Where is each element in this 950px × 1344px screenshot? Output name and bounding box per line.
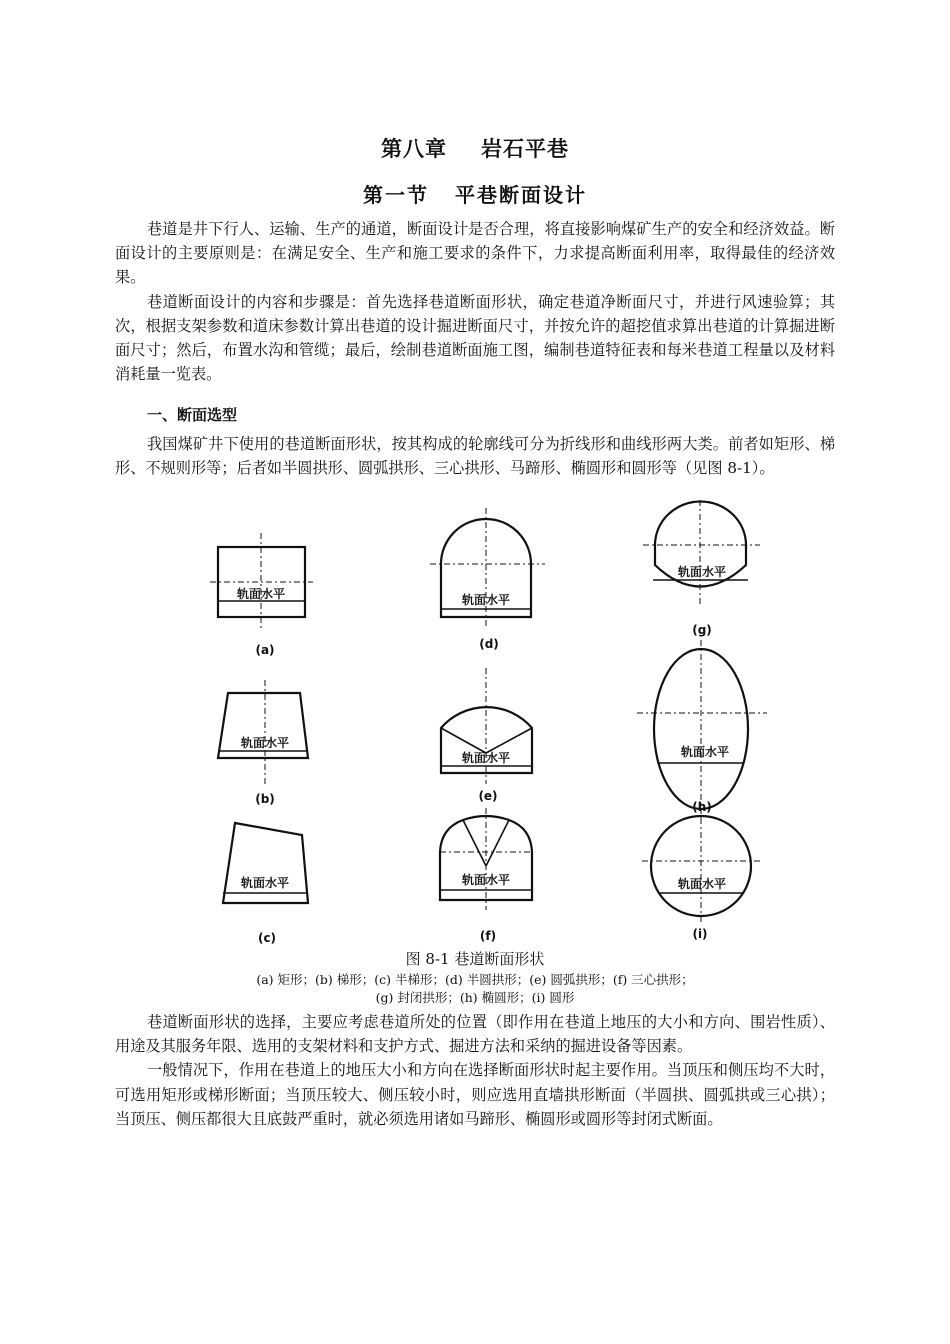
rail-level-label: 轨面水平 [240, 876, 290, 890]
cross-section-diagrams [205, 500, 795, 950]
shape-rectangle [210, 533, 313, 657]
section-title: 平巷断面设计 [455, 183, 587, 207]
rail-level-label: 轨面水平 [236, 587, 286, 601]
panel-label-f: (f) [479, 929, 497, 943]
paragraph: 我国煤矿井下使用的巷道断面形状，按其构成的轮廓线可分为折线形和曲线形两大类。前者如矩形、梯形、不规则形等；后者如半圆拱形、圆弧拱形、三心拱形、马蹄形、椭圆形和圆形等（见图 8-1）。 [115, 435, 835, 478]
rail-level-label: 轨面水平 [461, 751, 511, 765]
subheading: 一、断面选型 [147, 406, 238, 424]
chapter-number: 第八章 [381, 137, 447, 161]
paragraph: 巷道断面形状的选择，主要应考虑巷道所处的位置（即作用在巷道上地压的大小和方向、围岩性质）、用途及其服务年限、选用的支架材料和支护方式、掘进方法和采纳的掘进设备等因素。 [115, 1013, 835, 1056]
intro-text [115, 217, 835, 386]
paragraph: 巷道是井下行人、运输、生产的通道，断面设计是否合理，将直接影响煤矿生产的安全和经济效益。断面设计的主要原则是：在满足安全、生产和施工要求的条件下，力求提高断面利用率，取得最佳的经济效果。 [115, 220, 835, 287]
chapter-heading [0, 133, 950, 163]
figure-caption-line2: (g) 封闭拱形；(h) 椭圆形；(i) 圆形 [375, 990, 575, 1005]
figure-8-1 [205, 500, 795, 950]
paragraph: 巷道断面设计的内容和步骤是：首先选择巷道断面形状，确定巷道净断面尺寸，并进行风速验算；其次，根据支架参数和道床参数计算出巷道的设计掘进断面尺寸，并按允许的超挖值求算出巷道的计算掘进断面尺寸；然后，布置水沟和管缆；最后，绘制巷道断面施工图，编制巷道特征表和每米巷道工程量以及材料消耗量一览表。 [115, 292, 835, 384]
shape-circle [642, 816, 763, 941]
section-number: 第一节 [363, 183, 429, 207]
shape-trapezoid [218, 680, 308, 806]
rail-level-label: 轨面水平 [461, 873, 511, 887]
rail-level-label: 轨面水平 [240, 736, 290, 750]
section-heading [0, 179, 950, 208]
panel-label-c: (c) [257, 931, 277, 945]
shape-segmental-arch [441, 668, 532, 803]
panel-label-e: (e) [478, 789, 498, 803]
shape-half-trapezoid [223, 823, 308, 945]
paragraph: 一般情况下，作用在巷道上的地压大小和方向在选择断面形状时起主要作用。当顶压和侧压均不大时，可选用矩形或梯形断面；当顶压较大、侧压较小时，则应选用直墙拱形断面（半圆拱、圆弧拱或三心拱）；当顶压、侧压都很大且底鼓严重时，就必须选用诸如马蹄形、椭圆形或圆形等封闭式断面。 [115, 1061, 835, 1128]
rail-level-label: 轨面水平 [677, 877, 727, 891]
rail-level-label: 轨面水平 [680, 745, 730, 759]
closing-text [115, 1010, 835, 1131]
selection-text [115, 432, 835, 480]
shape-three-centered-arch [440, 808, 532, 943]
figure-caption-line1: (a) 矩形；(b) 梯形；(c) 半梯形；(d) 半圆拱形；(e) 圆弧拱形；(f) 三心拱形； [256, 972, 694, 987]
rail-level-label: 轨面水平 [677, 565, 727, 579]
shape-ellipse [637, 640, 767, 820]
chapter-title: 岩石平巷 [481, 137, 569, 161]
shape-closed-arch [643, 500, 760, 637]
panel-label-b: (b) [255, 792, 275, 806]
figure-caption-title: 图 8-1 巷道断面形状 [405, 950, 545, 968]
panel-label-i: (i) [692, 927, 708, 941]
panel-label-d: (d) [479, 637, 499, 651]
shape-semicircle-arch [430, 508, 545, 651]
panel-label-a: (a) [255, 643, 275, 657]
rail-level-label: 轨面水平 [461, 593, 511, 607]
panel-label-g: (g) [692, 623, 712, 637]
panel-label-h: (h) [692, 800, 712, 814]
